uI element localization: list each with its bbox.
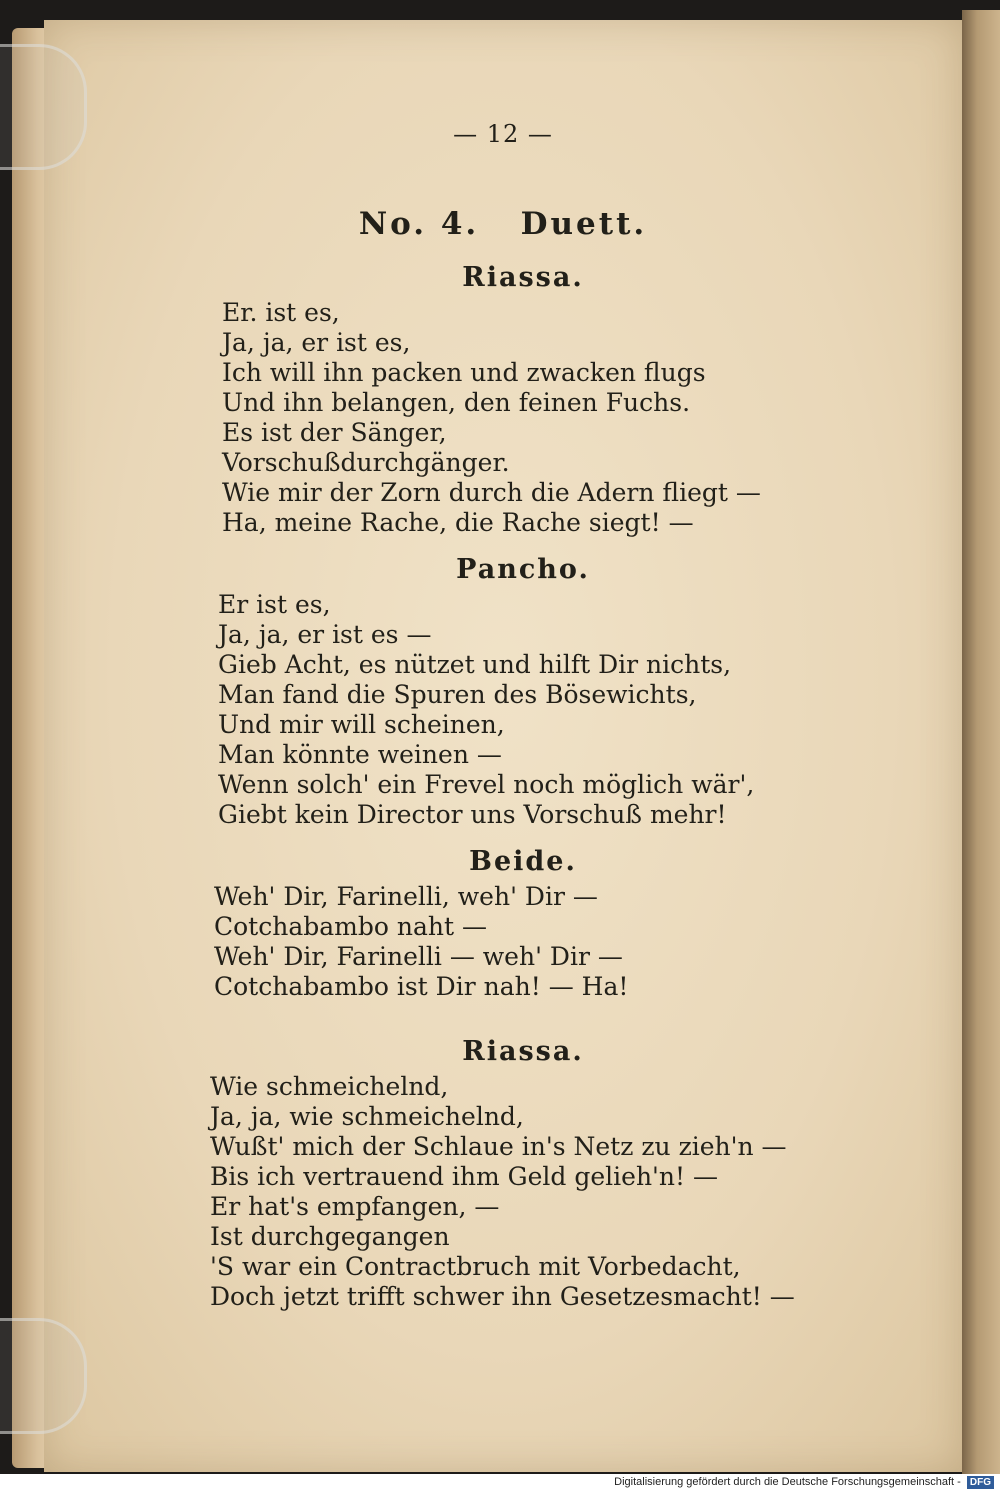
page-edge-right bbox=[962, 10, 1000, 1474]
verse-line: Und mir will scheinen, bbox=[218, 710, 505, 739]
speaker-name: Riassa. bbox=[462, 262, 584, 293]
verse-line: Wie schmeichelnd, bbox=[210, 1072, 449, 1101]
plastic-clip-top bbox=[0, 44, 87, 170]
verse-block-beide bbox=[44, 842, 962, 1002]
verse-line: Ja, ja, er ist es, bbox=[222, 328, 411, 357]
verse-line: Wie mir der Zorn durch die Adern fliegt — bbox=[222, 478, 761, 507]
verse-line: Cotchabambo naht — bbox=[214, 912, 487, 941]
verse-lines bbox=[44, 882, 962, 1002]
verse-line: Er hat's empfangen, — bbox=[210, 1192, 500, 1221]
verse-block-pancho bbox=[44, 550, 962, 830]
speaker-name: Beide. bbox=[469, 846, 577, 877]
digitization-footer bbox=[0, 1474, 1000, 1491]
verse-lines bbox=[44, 1072, 962, 1312]
verse-line: Ich will ihn packen und zwacken flugs bbox=[222, 358, 706, 387]
footer-text: Digitalisierung gefördert durch die Deutsche Forschungsgemeinschaft - bbox=[614, 1476, 961, 1488]
dfg-logo: DFG bbox=[967, 1476, 994, 1489]
verse-block-riassa-2 bbox=[44, 1032, 962, 1312]
verse-line: Man könnte weinen — bbox=[218, 740, 502, 769]
speaker-name: Pancho. bbox=[456, 554, 590, 585]
verse-line: Doch jetzt trifft schwer ihn Gesetzesmacht! — bbox=[210, 1282, 795, 1311]
verse-line: Weh' Dir, Farinelli, weh' Dir — bbox=[214, 882, 598, 911]
verse-line: Er ist es, bbox=[218, 590, 331, 619]
verse-line: Ist durchgegangen bbox=[210, 1222, 450, 1251]
verse-line: Bis ich vertrauend ihm Geld gelieh'n! — bbox=[210, 1162, 719, 1191]
verse-line: Cotchabambo ist Dir nah! — Ha! bbox=[214, 972, 629, 1001]
verse-line: Wenn solch' ein Frevel noch möglich wär', bbox=[218, 770, 755, 799]
verse-line: Er. ist es, bbox=[222, 298, 340, 327]
verse-line: Ja, ja, er ist es — bbox=[218, 620, 432, 649]
plastic-clip-bottom bbox=[0, 1318, 87, 1434]
verse-line: 'S war ein Contractbruch mit Vorbedacht, bbox=[210, 1252, 741, 1281]
verse-line: Vorschußdurchgänger. bbox=[222, 448, 510, 477]
verse-lines bbox=[44, 298, 962, 538]
section-title: No. 4. Duett. bbox=[358, 206, 648, 242]
verse-line: Und ihn belangen, den feinen Fuchs. bbox=[222, 388, 691, 417]
verse-lines bbox=[44, 590, 962, 830]
verse-line: Ja, ja, wie schmeichelnd, bbox=[210, 1102, 524, 1131]
verse-line: Giebt kein Director uns Vorschuß mehr! bbox=[218, 800, 727, 829]
book-page bbox=[44, 20, 962, 1472]
verse-block-riassa-1 bbox=[44, 258, 962, 538]
verse-line: Gieb Acht, es nützet und hilft Dir nichts, bbox=[218, 650, 732, 679]
page-number: — 12 — bbox=[453, 120, 553, 148]
verse-line: Ha, meine Rache, die Rache siegt! — bbox=[222, 508, 694, 537]
speaker-name: Riassa. bbox=[462, 1036, 584, 1067]
verse-line: Man fand die Spuren des Bösewichts, bbox=[218, 680, 697, 709]
verse-line: Es ist der Sänger, bbox=[222, 418, 447, 447]
verse-line: Weh' Dir, Farinelli — weh' Dir — bbox=[214, 942, 623, 971]
verse-line: Wußt' mich der Schlaue in's Netz zu zieh'n — bbox=[210, 1132, 787, 1161]
